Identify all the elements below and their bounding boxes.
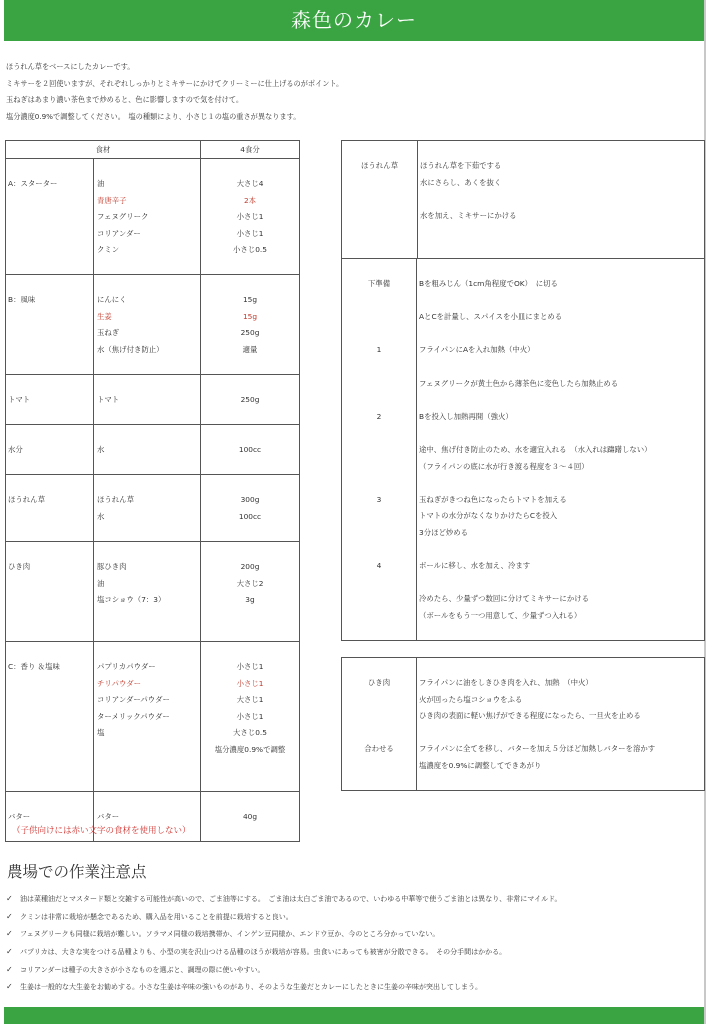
ingredient-quantities bbox=[201, 425, 300, 475]
ingredient-names bbox=[94, 425, 201, 475]
final-steps-table bbox=[341, 657, 705, 791]
farm-note-item bbox=[6, 943, 561, 961]
ingredient-name: 玉ねぎ bbox=[97, 328, 120, 338]
step-text: フライパンに全てを移し、バターを加え５分ほど加熱しバターを溶かす bbox=[419, 744, 656, 754]
checkmark-icon: ✓ bbox=[6, 964, 13, 974]
ingredient-name: バター bbox=[97, 812, 120, 821]
ingredient-name: パプリカパウダー bbox=[97, 662, 156, 671]
ingredient-name: 塩 bbox=[97, 728, 105, 738]
ingredient-name: ほうれん草 bbox=[97, 495, 134, 504]
category-label: C：香り ＆塩味 bbox=[8, 662, 60, 671]
step-text bbox=[419, 542, 704, 559]
step-label bbox=[342, 608, 416, 625]
step-label bbox=[342, 725, 416, 742]
step-label bbox=[342, 575, 416, 592]
ingredient-group-row bbox=[6, 542, 300, 642]
ingredient-quantity: 小さじ0.5 bbox=[233, 245, 267, 255]
ingredient-category bbox=[6, 642, 94, 792]
category-label: A：スターター bbox=[8, 179, 58, 188]
ingredient-quantity: 小さじ1 bbox=[236, 212, 264, 222]
children-note: （子供向けには赤い文字の食材を使用しない） bbox=[12, 826, 191, 836]
ingredient-quantity: 塩分濃度0.9%で調整 bbox=[214, 744, 286, 754]
ingredient-name: 油 bbox=[97, 179, 105, 188]
category-label: B：風味 bbox=[8, 295, 36, 304]
farm-note-item bbox=[6, 890, 561, 908]
ingredient-category bbox=[6, 375, 94, 425]
ingredient-quantity: 100cc bbox=[238, 445, 262, 454]
step-label: 4 bbox=[376, 561, 382, 571]
farm-note-item bbox=[6, 908, 561, 926]
step-label: 下準備 bbox=[367, 279, 391, 288]
ingredient-group-row bbox=[6, 375, 300, 425]
step-label bbox=[342, 475, 416, 492]
ingredient-group-row bbox=[6, 475, 300, 542]
ingredient-group-row bbox=[6, 275, 300, 375]
ingredient-names bbox=[94, 642, 201, 792]
ingredient-names bbox=[94, 475, 201, 542]
ingredient-category bbox=[6, 542, 94, 642]
ingredient-name: 青唐辛子 bbox=[97, 195, 127, 205]
step-text: 3分ほど炒める bbox=[419, 527, 469, 537]
spinach-steps-label bbox=[342, 141, 418, 259]
ingredient-category bbox=[6, 425, 94, 475]
intro-line: ミキサーを２回使いますが、それぞれしっかりとミキサーにかけてクリーミーに仕上げるのがポイント。 bbox=[6, 78, 344, 88]
step-label bbox=[342, 708, 416, 725]
ingredient-quantities bbox=[201, 275, 300, 375]
step-text: ボールに移し、水を加え、冷ます bbox=[419, 561, 531, 571]
farm-note-text: 油は菜種油だとマスタード類と交雑する可能性が高いので、ごま油等にする。 ごま油は太白ごま油であるので、いわゆる中華等で使うごま油とは異なり、非常にマイルド。 bbox=[20, 895, 562, 903]
intro-line: ほうれん草をベースにしたカレーです。 bbox=[6, 62, 135, 71]
page-footer bbox=[4, 1007, 704, 1024]
farm-notes-list bbox=[6, 890, 561, 996]
step-text: 途中、焦げ付き防止のため、水を適宜入れる （水入れは躊躇しない） bbox=[419, 444, 652, 454]
farm-note-text: クミンは非常に栽培が懸念であるため、購入品を用いることを前提に栽培すると良い。 bbox=[20, 912, 293, 921]
step-label: 3 bbox=[376, 494, 382, 504]
step-label bbox=[342, 542, 416, 559]
step-text bbox=[419, 392, 704, 409]
intro-text bbox=[6, 59, 343, 125]
step-label: ひき肉 bbox=[367, 678, 391, 687]
ingredient-name: トマト bbox=[97, 395, 120, 404]
step-label bbox=[342, 508, 416, 525]
step-text: トマトの水分がなくなりかけたらCを投入 bbox=[419, 511, 558, 521]
step-label: 2 bbox=[376, 411, 382, 421]
ingredient-name: コリアンダーパウダー bbox=[97, 695, 170, 705]
farm-note-text: コリアンダーは種子の大きさが小さなものを選ぶと、調理の際に使いやすい。 bbox=[20, 965, 265, 974]
ingredient-name: フェヌグリーク bbox=[97, 212, 149, 222]
step-line: 水を加え、ミキサーにかける bbox=[420, 210, 517, 220]
step-label bbox=[342, 392, 416, 409]
step-text: AとCを計量し、スパイスを小皿にまとめる bbox=[419, 312, 563, 322]
spinach-steps-table bbox=[341, 140, 705, 259]
ingredient-quantity: 小さじ1 bbox=[236, 662, 264, 671]
step-label bbox=[342, 758, 416, 775]
category-label: ひき肉 bbox=[8, 562, 31, 571]
ingredient-group-row bbox=[6, 159, 300, 275]
step-text: フライパンに油をしきひき肉を入れ、加熱 （中火） bbox=[419, 678, 593, 687]
farm-note-item bbox=[6, 925, 561, 943]
ingredient-name: コリアンダー bbox=[97, 228, 141, 238]
intro-line: 玉ねぎはあまり濃い茶色まで炒めると、色に影響しますので気を付けて。 bbox=[6, 95, 244, 104]
step-text bbox=[419, 475, 704, 492]
ingredient-quantity: 3g bbox=[245, 595, 255, 605]
checkmark-icon: ✓ bbox=[6, 894, 13, 903]
ingredient-category bbox=[6, 275, 94, 375]
category-label: ほうれん草 bbox=[8, 495, 45, 504]
step-text bbox=[419, 359, 704, 376]
ingredient-quantities bbox=[201, 792, 300, 842]
step-label: ほうれん草 bbox=[361, 161, 398, 170]
step-label bbox=[342, 309, 416, 326]
ingredient-category bbox=[6, 475, 94, 542]
category-label: 水分 bbox=[8, 445, 23, 454]
step-text bbox=[419, 575, 704, 592]
main-steps-labels bbox=[342, 259, 417, 641]
main-steps-table bbox=[341, 258, 705, 641]
ingredient-quantity: 100cc bbox=[238, 511, 262, 521]
step-line: ほうれん草を下茹でする bbox=[420, 161, 502, 170]
step-line: 水にさらし、あくを抜く bbox=[420, 177, 502, 187]
ingredient-name: 水 bbox=[97, 445, 105, 454]
farm-note-item bbox=[6, 961, 561, 979]
ingredient-quantity: 小さじ1 bbox=[236, 678, 264, 688]
ingredient-quantity: 250g bbox=[240, 395, 260, 404]
ingredient-names bbox=[94, 159, 201, 275]
ingredient-quantity: 15g bbox=[242, 311, 258, 321]
ingredient-category bbox=[6, 159, 94, 275]
step-label bbox=[342, 442, 416, 459]
step-text: 塩濃度を0.9%に調整してできあがり bbox=[419, 760, 542, 770]
ingredient-name: 生姜 bbox=[97, 311, 112, 321]
step-label bbox=[342, 425, 416, 442]
ingredient-quantity: 大さじ0.5 bbox=[233, 728, 267, 738]
checkmark-icon: ✓ bbox=[6, 911, 13, 921]
ingredient-quantity: 200g bbox=[240, 562, 260, 571]
checkmark-icon: ✓ bbox=[6, 982, 13, 992]
intro-line: 塩分濃度0.9%で調整してください。 塩の種類により、小さじ１の塩の重さが異なります。 bbox=[6, 111, 301, 121]
step-text: 火が回ったら塩コショウをふる bbox=[419, 694, 523, 704]
step-label: 合わせる bbox=[364, 744, 394, 754]
step-text: Bを投入し加熱再開（強火） bbox=[419, 411, 513, 421]
step-line bbox=[420, 191, 704, 208]
ingredient-quantity: 300g bbox=[240, 495, 260, 504]
ingredient-name: クミン bbox=[97, 245, 120, 255]
ingredient-quantity: 15g bbox=[242, 295, 258, 304]
ingredient-quantities bbox=[201, 475, 300, 542]
step-text: フライパンにAを入れ加熱（中火） bbox=[419, 345, 535, 355]
step-text: フェヌグリークが黄土色から薄茶色に変色したら加熱止める bbox=[419, 378, 619, 388]
ingredient-quantities bbox=[201, 375, 300, 425]
step-label bbox=[342, 459, 416, 476]
main-steps-row bbox=[342, 259, 705, 641]
ingredient-name bbox=[97, 742, 200, 759]
step-text: （ボールをもう一つ用意して、少量ずつ入れる） bbox=[419, 610, 582, 620]
step-text bbox=[419, 293, 704, 310]
ingredient-quantities bbox=[201, 542, 300, 642]
farm-note-text: 生姜は一般的な大生姜をお勧めする。小さな生姜は辛味の強いものがあり、そのような生姜だとカレーにしたときに生姜の辛味が突出してしまう。 bbox=[20, 983, 482, 992]
ingredient-quantity: 2本 bbox=[243, 195, 257, 205]
spinach-steps-text bbox=[418, 141, 705, 259]
ingredients-header-row bbox=[6, 141, 300, 159]
checkmark-icon: ✓ bbox=[6, 929, 13, 939]
ingredient-quantity: 大さじ2 bbox=[236, 578, 264, 588]
ingredient-group-row bbox=[6, 425, 300, 475]
farm-note-text: フェヌグリークも同様に栽培が難しい。ソラマメ同様の栽培携帯か、インゲン豆同様か、エンドウ豆か、今のところ分かっていない。 bbox=[20, 930, 440, 939]
ingredient-names bbox=[94, 375, 201, 425]
checkmark-icon: ✓ bbox=[6, 947, 13, 957]
ingredient-quantity: 大さじ4 bbox=[236, 179, 264, 188]
ingredient-name: 油 bbox=[97, 578, 105, 588]
ingredient-quantity: 40g bbox=[242, 812, 258, 821]
header-quantity: 4食分 bbox=[201, 141, 300, 159]
final-steps-texts bbox=[417, 658, 705, 791]
ingredient-quantity: 適量 bbox=[242, 344, 258, 354]
step-text: 冷めたら、少量ずつ数回に分けてミキサーにかける bbox=[419, 594, 589, 604]
header-ingredient: 食材 bbox=[6, 141, 201, 159]
step-text: 玉ねぎがきつね色になったらトマトを加える bbox=[419, 494, 567, 504]
ingredient-quantity: 大さじ1 bbox=[236, 695, 264, 705]
ingredient-quantities bbox=[201, 159, 300, 275]
step-label bbox=[342, 525, 416, 542]
ingredient-group-row bbox=[6, 642, 300, 792]
ingredient-name: ターメリックパウダー bbox=[97, 711, 170, 721]
step-text bbox=[419, 326, 704, 343]
ingredient-name: 豚ひき肉 bbox=[97, 562, 127, 571]
page-title: 森色のカレー bbox=[291, 8, 417, 32]
ingredients-table bbox=[5, 140, 300, 842]
step-label bbox=[342, 692, 416, 709]
step-text: Bを粗みじん（1cm角程度でOK） に切る bbox=[419, 279, 558, 288]
category-label: トマト bbox=[8, 395, 31, 404]
ingredient-name: 水 bbox=[97, 511, 105, 521]
step-label bbox=[342, 376, 416, 393]
step-label bbox=[342, 293, 416, 310]
step-label: 1 bbox=[376, 345, 382, 355]
main-steps-texts bbox=[417, 259, 705, 641]
ingredient-names bbox=[94, 542, 201, 642]
ingredient-name: 塩コショウ（7：3） bbox=[97, 595, 166, 605]
ingredient-name: にんにく bbox=[97, 295, 127, 304]
ingredient-quantity: 小さじ1 bbox=[236, 711, 264, 721]
ingredient-quantity: 250g bbox=[240, 328, 260, 338]
final-steps-labels bbox=[342, 658, 417, 791]
step-label bbox=[342, 591, 416, 608]
step-text bbox=[419, 425, 704, 442]
step-text: ひき肉の表面に軽い焦げができる程度になったら、一旦火を止める bbox=[419, 711, 641, 721]
farm-note-text: パプリカは、大きな実をつける品種よりも、小型の実を沢山つける品種のほうが栽培が容易。虫食いにあっても被害が分散できる。 その分手間はかかる。 bbox=[20, 948, 507, 957]
ingredient-quantity: 小さじ1 bbox=[236, 228, 264, 238]
page-header bbox=[4, 0, 704, 41]
step-text bbox=[419, 725, 704, 742]
step-text: （フライパンの底に水が行き渡る程度を３～４回） bbox=[419, 461, 589, 471]
ingredient-name: チリパウダー bbox=[97, 678, 142, 688]
category-label: バター bbox=[8, 812, 31, 821]
final-steps-row bbox=[342, 658, 705, 791]
ingredient-names bbox=[94, 275, 201, 375]
step-label bbox=[342, 359, 416, 376]
ingredient-name: 水（焦げ付き防止） bbox=[97, 344, 164, 354]
farm-note-item bbox=[6, 978, 561, 996]
ingredient-quantities bbox=[201, 642, 300, 792]
step-label bbox=[342, 326, 416, 343]
spinach-steps-row bbox=[342, 141, 705, 259]
farm-notes-title: 農場での作業注意点 bbox=[7, 863, 147, 881]
